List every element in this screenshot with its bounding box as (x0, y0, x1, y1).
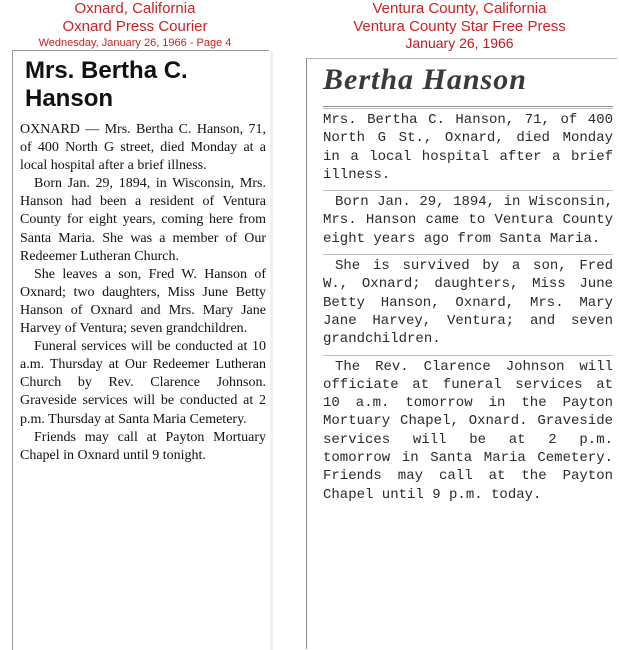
right-obituary-body (323, 108, 613, 510)
left-obituary-body (20, 121, 266, 465)
clipping-top-rule (307, 58, 617, 59)
right-obituary-title: Bertha Hanson (323, 63, 527, 96)
right-obituary-clipping (306, 58, 617, 649)
right-paragraph-4: The Rev. Clarence Johnson will officiate at funeral services at 10 a.m. tomorrow in the Payton Mortuary Chapel, Oxnard. Graveside services will be at 2 p.m. tomorrow in Santa Maria Cemetery. Friends may call at the Payton Chapel until 9 p.m. today. (323, 355, 613, 504)
left-paragraph-1: OXNARD — Mrs. Bertha C. Hanson, 71, of 400 North G street, died Monday at a local hospital after a brief illness. (20, 122, 266, 174)
left-header-city: Oxnard, California (74, 0, 196, 17)
right-header (300, 0, 619, 50)
right-header-region: Ventura County, California (372, 0, 547, 17)
left-paragraph-4: Funeral services will be conducted at 10 a.m. Thursday at Our Redeemer Lutheran Church by Rev. Clarence Johnson. Graveside services will be conducted at 2 p.m. Thursday at Santa Maria Cemetery. (20, 339, 266, 427)
oxnard-press-courier-column (0, 0, 270, 649)
right-header-paper: Ventura County Star Free Press (353, 18, 566, 35)
left-paragraph-5: Friends may call at Payton Mortuary Chapel in Oxnard until 9 tonight. (20, 429, 266, 463)
left-header-paper: Oxnard Press Courier (62, 18, 208, 35)
right-header-date: January 26, 1966 (405, 35, 514, 51)
left-paragraph-3: She leaves a son, Fred W. Hanson of Oxnard; two daughters, Miss June Betty Hanson of Oxnard and Mrs. Mary Jane Harvey of Ventura; seven grandchildren. (20, 266, 266, 337)
ventura-star-free-press-column (300, 0, 619, 649)
left-header (0, 0, 270, 50)
left-header-date: Wednesday, January 26, 1966 - Page 4 (38, 37, 232, 49)
right-paragraph-2: Born Jan. 29, 1894, in Wisconsin, Mrs. Hanson came to Ventura County eight years ago from Santa Maria. (323, 190, 613, 248)
left-paragraph-2: Born Jan. 29, 1894, in Wisconsin, Mrs. Hanson had been a resident of Ventura County for eight years, coming here from Santa Maria. She was a member of Our Redeemer Lutheran Church. (20, 176, 266, 264)
right-paragraph-3: She is survived by a son, Fred W., Oxnard; daughters, Miss June Betty Hanson, Oxnard, Mrs. Mary Jane Harvey, Ventura; and seven grandchildren. (323, 254, 613, 348)
title-rule (323, 106, 613, 107)
clipping-edge (270, 51, 273, 650)
left-obituary-title: Mrs. Bertha C. Hanson (25, 57, 188, 112)
right-paragraph-1: Mrs. Bertha C. Hanson, 71, of 400 North G St., Oxnard, died Monday in a local hospital after a brief illness. (323, 108, 613, 184)
left-obituary-clipping (12, 50, 269, 650)
